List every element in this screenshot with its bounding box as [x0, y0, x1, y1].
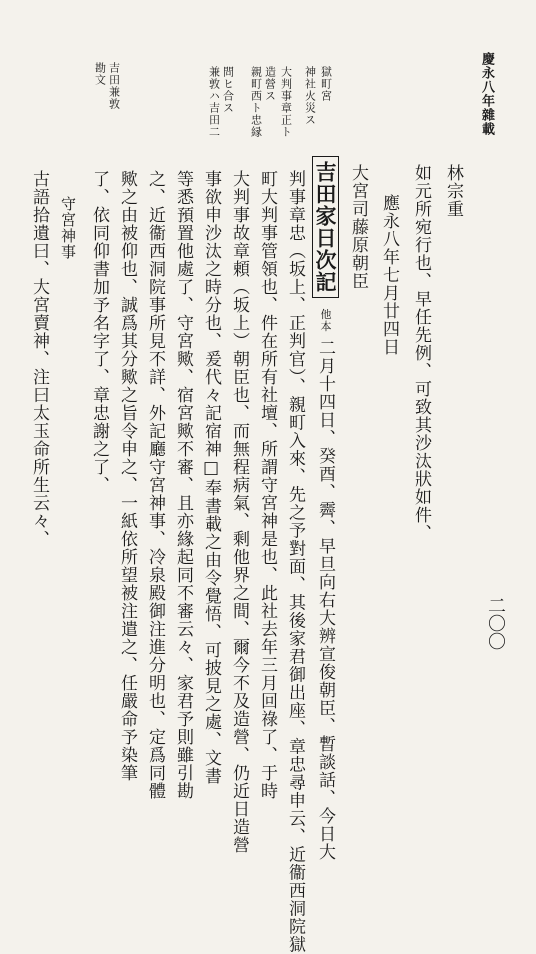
section-title: 吉田家日次記	[312, 156, 339, 298]
text-column: 等悉預置他處了、守宮歟、宿宮歟不審、且亦緣起同不審云々、家君予則雖引勘	[173, 170, 193, 800]
margin-heading: 大判事章正ト	[279, 66, 293, 138]
text-column: 大宮司藤原朝臣	[348, 164, 368, 290]
text-column: 了、依同仰書加予名字了、章忠謝之了、	[89, 170, 109, 494]
margin-heading: 兼敦ハ吉田二	[207, 66, 221, 138]
margin-heading: 造營ス	[263, 66, 277, 102]
text-column: 歟之由被仰也、誠爲其分歟之旨令申之、一紙依所望被注遣之、任嚴命予染筆	[117, 170, 137, 782]
text-column: 林宗重	[443, 164, 463, 218]
text-column: 判事章忠（坂上、正判官）、親町入來、先之予對面、其後家君御出座、章忠尋申云、近衞西洞院獄	[285, 170, 305, 954]
section-title-note: 他本	[319, 308, 332, 333]
text-column	[312, 156, 339, 861]
text-column: 之、近衞西洞院事所見不詳、外記廳守宮神事、冷泉殿御注進分明也、定爲同體	[145, 170, 165, 800]
text-column: 如元所宛行也、早任先例、可致其沙汰狀如件、	[411, 164, 431, 542]
margin-heading: 勘文	[93, 62, 107, 86]
text-column: 事欲申沙汰之時分也、爰代々記宿神□奉書載之由令覺悟、可披見之處、文書	[201, 170, 221, 785]
margin-heading: 獄町宮	[319, 66, 333, 102]
subsection-heading: 守宮神事	[59, 196, 77, 260]
text-column: 大判事故章頼（坂上）朝臣也、而無程病氣、剩他界之間、爾今不及造營、仍近日造營	[229, 170, 249, 854]
margin-heading: 親町西ト忠縁	[249, 66, 263, 138]
page-number: 二〇〇	[485, 596, 506, 650]
entry-text: 二月十四日、癸酉、霽、早旦向右大辨宣俊朝臣、暫談話、今日大	[315, 338, 335, 861]
margin-heading: 神社火災ス	[303, 66, 317, 126]
margin-heading: 問ヒ合ス	[221, 66, 235, 114]
text-column: 應永八年七月廿四日	[379, 194, 399, 356]
running-header: 慶永八年雜載	[479, 52, 494, 136]
margin-heading: 吉田兼敦	[107, 62, 121, 110]
text-column: 古語拾遺曰、大宮賣神、注曰太玉命所生云々、	[29, 170, 49, 548]
text-column: 町大判事管領也、件在所有社壇、所謂守宮神是也、此社去年三月回祿了、于時	[257, 170, 277, 800]
